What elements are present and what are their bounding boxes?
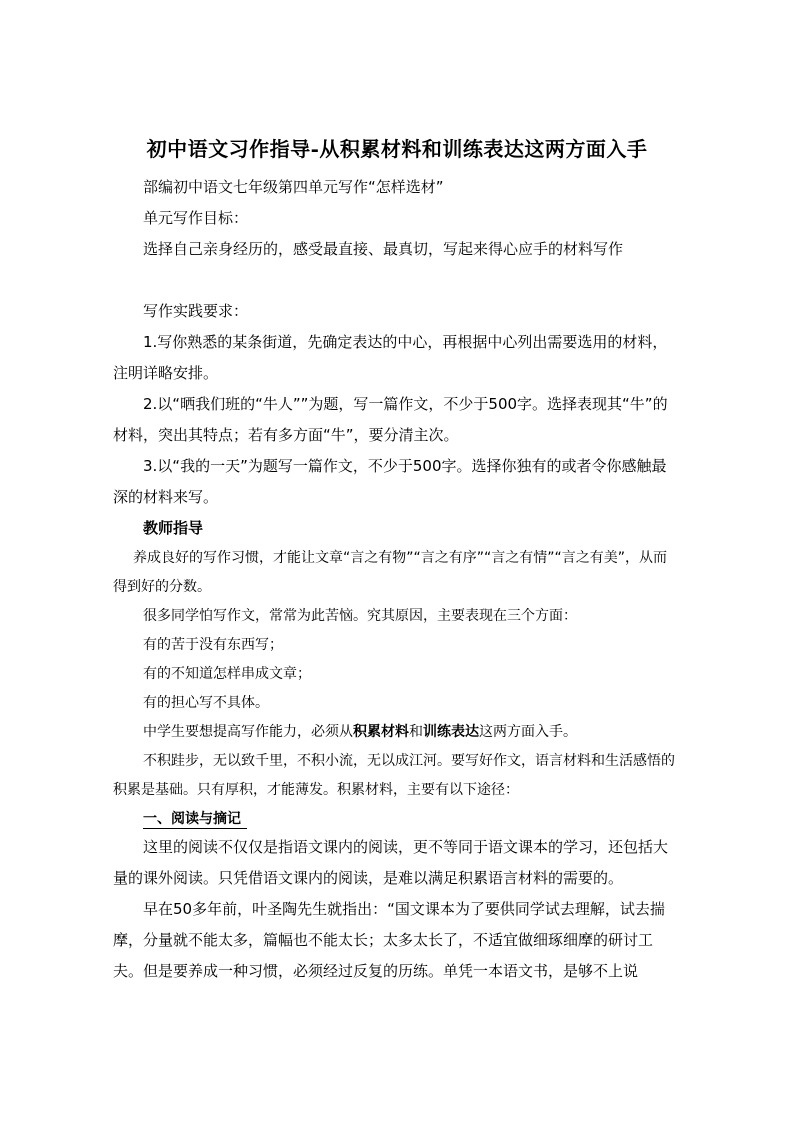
list-item: 有的担心写不具体。 — [143, 695, 269, 711]
practice-heading: 写作实践要求： — [143, 302, 249, 320]
paragraph-5: 这里的阅读不仅仅是指语文课内的阅读，更不等同于语文课本的学习，还包括大量的课外阅读。只凭借语文课内的阅读，是难以满足积累语言材料的需要的。 — [113, 838, 669, 887]
list-item: 有的不知道怎样串成文章； — [143, 666, 311, 682]
paragraph-3-text: 中学生要想提高写作能力，必须从 — [143, 724, 353, 740]
paragraph-6: 早在50多年前，叶圣陶先生就指出：“国文课本为了要供同学试去理解，试去揣摩，分量就不能太多，篇幅也不能太长；太多太长了，不适宜做细琢细摩的研讨工夫。但是要养成一种习惯，必须经过反复的历练。单凭一本语文书，是够不上说 — [113, 900, 665, 980]
teacher-heading: 教师指导 — [143, 519, 204, 537]
paragraph-3-text: 这两方面入手。 — [479, 724, 577, 740]
paragraph-2: 很多同学怕写作文，常常为此苦恼。究其原因，主要表现在三个方面： — [143, 608, 577, 624]
subtitle: 部编初中语文七年级第四单元写作“怎样选材” — [143, 178, 444, 196]
document-title: 初中语文习作指导-从积累材料和训练表达这两方面入手 — [146, 137, 648, 161]
section-heading — [113, 805, 681, 834]
section-1-heading: 一、阅读与摘记 — [143, 811, 247, 829]
paragraph-3 — [113, 718, 681, 747]
paragraph-1: 养成良好的写作习惯，才能让文章“言之有物”“言之有序”“言之有情”“言之有美”，从而得到好的分数。 — [113, 550, 668, 595]
keyword-expression: 训练表达 — [423, 724, 479, 740]
paragraph-4: 不积跬步，无以致千里，不积小流，无以成江河。要写好作文，语言材料和生活感悟的积累是基础。只有厚积，才能薄发。积累材料，主要有以下途径： — [113, 753, 675, 798]
goal-text: 选择自己亲身经历的，感受最直接、最真切，写起来得心应手的材料写作 — [143, 240, 624, 258]
requirement-1: 1.写你熟悉的某条街道，先确定表达的中心，再根据中心列出需要选用的材料，注明详略安排。 — [113, 333, 668, 382]
list-item: 有的苦于没有东西写； — [143, 637, 283, 653]
keyword-accumulate: 积累材料 — [353, 724, 409, 740]
requirement-3: 3.以“我的一天”为题写一篇作文，不少于500字。选择你独有的或者令你感触最深的材料来写。 — [113, 457, 667, 506]
paragraph-3-text: 和 — [409, 724, 423, 740]
goal-heading: 单元写作目标： — [143, 209, 249, 227]
requirement-2: 2.以“晒我们班的“牛人””为题，写一篇作文，不少于500字。选择表现其“牛”的材料，突出其特点；若有多方面“牛”，要分清主次。 — [113, 395, 668, 444]
